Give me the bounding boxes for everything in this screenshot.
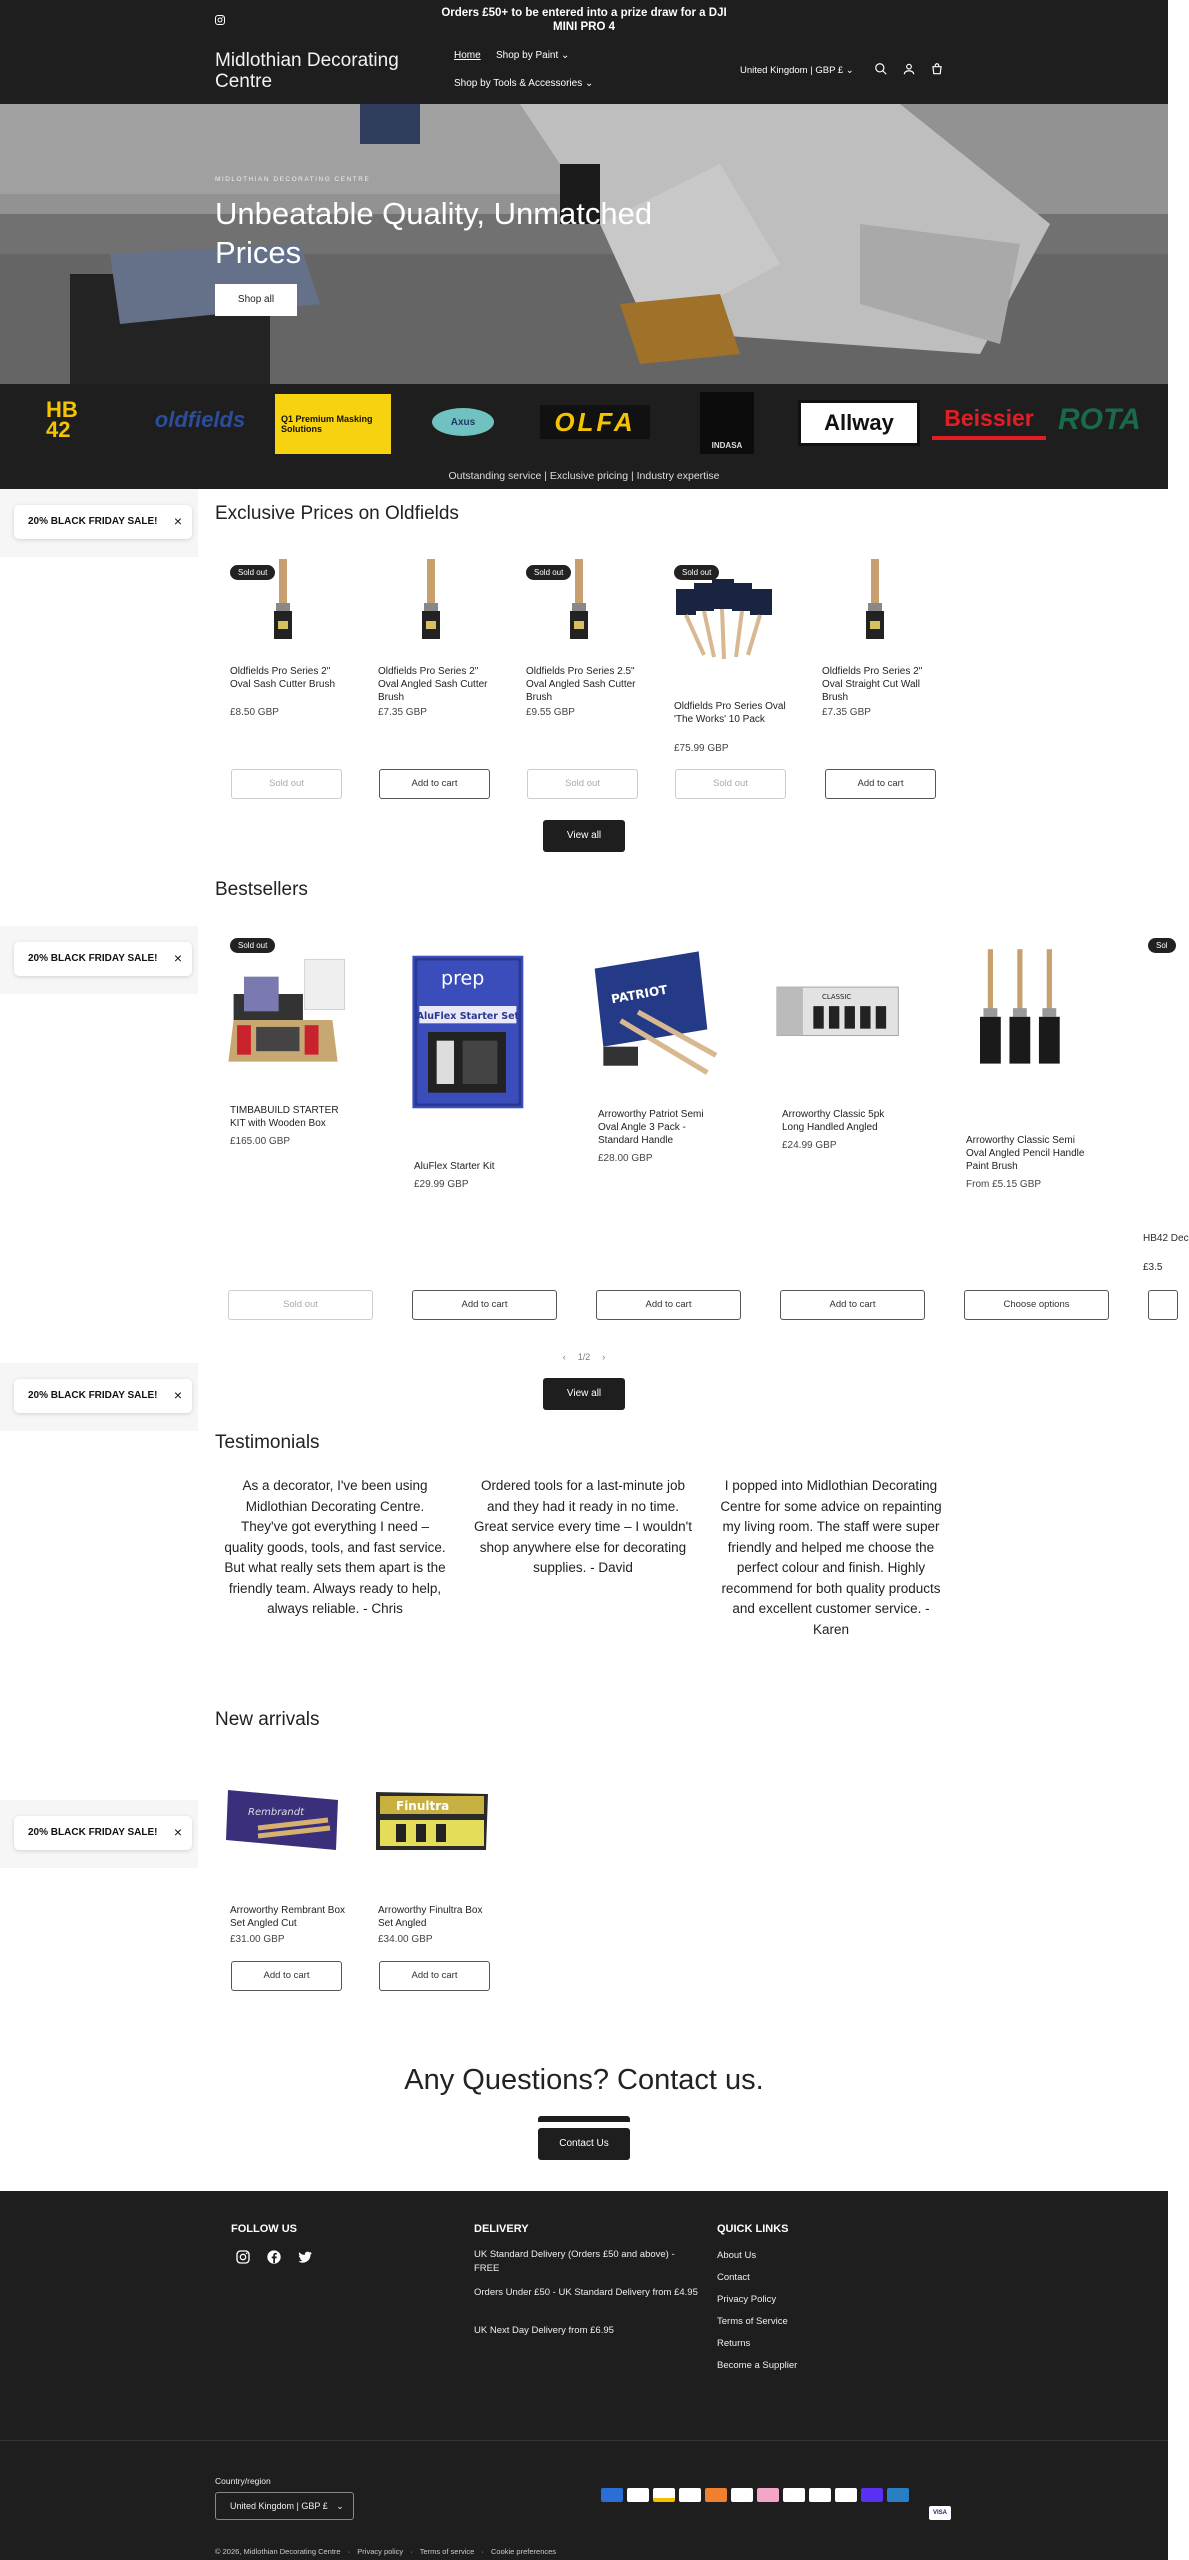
product-name[interactable]: AluFlex Starter Kit <box>414 1161 495 1172</box>
product-price: £34.00 GBP <box>378 1934 433 1945</box>
product-name[interactable]: Arroworthy Patriot Semi Oval Angle 3 Pack - Standard Handle <box>598 1109 704 1146</box>
close-icon[interactable]: × <box>173 513 182 529</box>
brand-logo-allway[interactable] <box>798 400 920 446</box>
search-icon[interactable] <box>874 62 888 76</box>
country-label: Country/region <box>215 2476 271 2486</box>
country-value: United Kingdom | GBP £ <box>230 2501 328 2511</box>
sold-out-button[interactable]: Sold out <box>231 769 342 799</box>
paypal-icon <box>835 2488 857 2502</box>
brand-tagline: Outstanding service | Exclusive pricing | Industry expertise <box>448 470 720 482</box>
product-price: £3.5 <box>1143 1262 1163 1273</box>
pack-label: prep <box>441 967 485 990</box>
sold-out-badge: Sol <box>1148 938 1176 953</box>
locale-selector[interactable] <box>740 65 854 76</box>
discover-icon <box>705 2488 727 2502</box>
locale-label: United Kingdom | GBP £ <box>740 65 844 76</box>
product-card[interactable] <box>366 1770 496 1970</box>
product-price: £9.55 GBP <box>526 707 575 718</box>
promo-label: 20% BLACK FRIDAY SALE! <box>28 953 158 964</box>
product-price: £7.35 GBP <box>822 707 871 718</box>
testimonial-quote: Ordered tools for a last-minute job and they had it ready in no time. Great service every time – I wouldn't shop anywhere else for decorating supplies. - David <box>474 1478 692 1575</box>
product-card[interactable] <box>402 932 552 1222</box>
product-name[interactable]: TIMBABUILD STARTER KIT with Wooden Box <box>230 1105 339 1129</box>
site-footer <box>0 2191 1168 2560</box>
product-name[interactable]: Arroworthy Rembrant Box Set Angled Cut <box>230 1905 346 1929</box>
product-price: £165.00 GBP <box>230 1136 291 1147</box>
delivery-info: Orders Under £50 - UK Standard Delivery from £4.95 <box>474 2287 698 2298</box>
close-icon[interactable]: × <box>173 1387 182 1403</box>
section-title-exclusive: Exclusive Prices on Oldfields <box>215 503 459 524</box>
maestro-icon <box>783 2488 805 2502</box>
footer-link-terms[interactable]: Terms of Service <box>717 2316 788 2327</box>
footer-link-privacy[interactable]: Privacy Policy <box>717 2294 777 2305</box>
choose-options-button[interactable]: Choose options <box>964 1290 1109 1320</box>
add-to-cart-button[interactable]: Add to cart <box>379 769 490 799</box>
product-card[interactable] <box>514 545 644 805</box>
brand-logo-rota[interactable] <box>1058 396 1168 444</box>
announcement-bar[interactable] <box>0 6 1168 34</box>
promo-pill[interactable] <box>14 505 192 539</box>
brand-text: Axus <box>450 416 476 428</box>
sold-out-badge: Sold out <box>674 565 719 580</box>
cart-icon[interactable] <box>930 62 944 76</box>
diners-club-icon <box>679 2488 701 2502</box>
pack-label: AluFlex Starter Set <box>416 1011 520 1022</box>
sold-out-button[interactable]: Sold out <box>675 769 786 799</box>
add-to-cart-button[interactable]: Add to cart <box>412 1290 557 1320</box>
product-card[interactable] <box>954 932 1104 1222</box>
footer-legal: © 2026, Midlothian Decorating Centre · Privacy policy · Terms of service · Cookie preferences <box>215 2547 557 2556</box>
section-title-new-arrivals: New arrivals <box>215 1709 320 1730</box>
facebook-icon[interactable] <box>266 2249 282 2265</box>
testimonial-quote: As a decorator, I've been using Midlothian Decorating Centre. They've got everything I need – quality goods, tools, and fast service. But what really sets them apart is the friendly team. Always ready to help, always reliable. - Chris <box>224 1478 446 1616</box>
logo-line-1: Midlothian Decorating <box>215 50 399 71</box>
brand-logo-hb42[interactable] <box>46 396 94 444</box>
product-image <box>514 545 644 655</box>
product-name[interactable]: HB42 Dec <box>1143 1233 1189 1244</box>
sold-out-badge: Sold out <box>230 565 275 580</box>
brand-logo-olfa[interactable] <box>540 405 650 439</box>
brand-strip <box>0 384 1168 489</box>
union-pay-icon <box>887 2488 909 2502</box>
nav-paint-label: Shop by Paint <box>496 50 559 61</box>
product-card[interactable] <box>218 1770 348 1970</box>
legal-link-cookies[interactable]: Cookie preferences <box>491 2547 557 2556</box>
add-to-cart-button[interactable]: Add to cart <box>780 1290 925 1320</box>
add-to-cart-button[interactable]: Add to cart <box>379 1961 490 1991</box>
pagination-label: 1/2 <box>577 1352 591 1362</box>
sold-out-badge: Sold out <box>526 565 571 580</box>
add-to-cart-button[interactable]: Add to cart <box>825 769 936 799</box>
product-name[interactable]: Oldfields Pro Series 2" Oval Angled Sash Cutter Brush <box>378 666 488 703</box>
nav-home[interactable]: Home <box>454 50 481 61</box>
hero-title-line-2: Prices <box>215 235 302 270</box>
brand-logo-q1[interactable] <box>275 394 391 454</box>
promo-popup <box>0 1800 198 1868</box>
product-name[interactable]: Oldfields Pro Series Oval 'The Works' 10 Pack <box>674 701 786 725</box>
contact-button-shadow <box>538 2116 630 2122</box>
product-card[interactable] <box>770 932 920 1222</box>
footer-delivery-title: DELIVERY <box>474 2223 529 2235</box>
country-selector[interactable] <box>215 2492 354 2520</box>
shop-pay-icon <box>861 2488 883 2502</box>
close-icon[interactable]: × <box>173 1824 182 1840</box>
product-image <box>586 932 716 1092</box>
logo-line-2: Centre <box>215 71 273 92</box>
promo-label: 20% BLACK FRIDAY SALE! <box>28 1827 158 1838</box>
brand-text: OLFA <box>554 406 636 437</box>
promo-pill[interactable] <box>14 942 192 976</box>
product-image <box>366 1770 496 1870</box>
twitter-icon[interactable] <box>297 2249 313 2265</box>
visa-icon: VISA <box>929 2506 951 2520</box>
pack-label: PATRIOT <box>610 982 669 1007</box>
promo-pill[interactable] <box>14 1379 192 1413</box>
amex-icon <box>601 2488 623 2502</box>
sold-out-button[interactable]: Sold out <box>228 1290 373 1320</box>
chevron-down-icon: ⌄ <box>561 50 570 61</box>
product-card[interactable] <box>586 932 736 1222</box>
promo-popup <box>0 489 198 557</box>
testimonial-quote: I popped into Midlothian Decorating Centre for some advice on repainting my living room. The staff were super friendly and helped me choose the perfect colour and finish. Highly recommend for both quality products and excellent customer service. - Karen <box>720 1478 942 1637</box>
product-price: £31.00 GBP <box>230 1934 285 1945</box>
footer-link-about[interactable]: About Us <box>717 2250 757 2261</box>
legal-link-privacy[interactable]: Privacy policy <box>357 2547 404 2556</box>
brand-text: oldfields <box>154 407 246 432</box>
footer-follow-title: FOLLOW US <box>231 2223 297 2235</box>
product-image <box>218 545 348 655</box>
product-name[interactable]: Oldfields Pro Series 2" Oval Straight Cut Wall Brush <box>822 666 923 703</box>
pack-label: CLASSIC <box>822 993 852 1002</box>
brand-logo-indasa[interactable] <box>700 392 754 454</box>
brand-text: Beissier <box>944 404 1034 431</box>
promo-pill[interactable] <box>14 1816 192 1850</box>
chevron-left-icon[interactable]: ‹ <box>562 1352 566 1362</box>
chevron-right-icon[interactable]: › <box>602 1352 606 1362</box>
pack-label: Rembrandt <box>248 1807 305 1818</box>
product-image <box>218 932 348 1082</box>
footer-link-supplier[interactable]: Become a Supplier <box>717 2360 798 2371</box>
product-name[interactable]: Arroworthy Classic 5pk Long Handled Angled <box>782 1109 885 1133</box>
product-card[interactable] <box>810 545 940 805</box>
section-title-bestsellers: Bestsellers <box>215 879 308 900</box>
apple-pay-icon <box>627 2488 649 2502</box>
product-price: £8.50 GBP <box>230 707 279 718</box>
footer-link-returns[interactable]: Returns <box>717 2338 751 2349</box>
announcement-line-1: Orders £50+ to be entered into a prize draw for a DJI <box>441 7 727 19</box>
promo-label: 20% BLACK FRIDAY SALE! <box>28 516 158 527</box>
nav-shop-by-tools[interactable] <box>454 78 593 89</box>
product-price: £28.00 GBP <box>598 1153 653 1164</box>
delivery-info: UK Standard Delivery (Orders £50 and above) - FREE <box>474 2249 675 2274</box>
product-image <box>954 932 1084 1112</box>
product-card[interactable] <box>366 545 496 805</box>
copyright: © 2026, Midlothian Decorating Centre <box>215 2547 341 2556</box>
hero-banner <box>0 104 1168 384</box>
section-title-testimonials: Testimonials <box>215 1432 320 1453</box>
product-price: From £5.15 GBP <box>966 1179 1042 1190</box>
brand-logo-beissier[interactable] <box>932 400 1046 440</box>
product-name[interactable]: Oldfields Pro Series 2.5" Oval Angled Sash Cutter Brush <box>526 666 636 703</box>
product-image <box>810 545 940 655</box>
site-logo[interactable] <box>215 50 435 92</box>
carousel-pagination <box>552 1352 616 1362</box>
shop-all-button[interactable]: Shop all <box>215 284 297 316</box>
site-header <box>0 0 1168 104</box>
nav-shop-by-paint[interactable] <box>496 50 569 61</box>
promo-popup <box>0 1363 198 1431</box>
mastercard-icon <box>809 2488 831 2502</box>
product-price: £75.99 GBP <box>674 743 729 754</box>
sold-out-button[interactable]: Sold out <box>527 769 638 799</box>
instagram-icon[interactable] <box>235 2249 251 2265</box>
chevron-down-icon: ⌄ <box>845 65 854 76</box>
contact-title: Any Questions? Contact us. <box>404 2064 764 2096</box>
close-icon[interactable]: × <box>173 950 182 966</box>
view-all-button[interactable]: View all <box>543 1378 625 1410</box>
delivery-info: UK Next Day Delivery from £6.95 <box>474 2325 614 2336</box>
brand-text: HB 42 <box>46 397 78 442</box>
contact-us-button[interactable]: Contact Us <box>538 2128 630 2160</box>
footer-links-title: QUICK LINKS <box>717 2223 789 2235</box>
product-card[interactable] <box>662 545 792 805</box>
klarna-icon <box>757 2488 779 2502</box>
product-image <box>402 932 532 1132</box>
hero-title <box>215 194 695 272</box>
account-icon[interactable] <box>902 62 916 76</box>
add-to-cart-button[interactable]: Add to cart <box>596 1290 741 1320</box>
brand-logo-oldfields[interactable] <box>140 396 260 444</box>
promo-popup <box>0 926 198 994</box>
brand-logo-axus[interactable] <box>432 408 494 436</box>
add-to-cart-button[interactable] <box>1148 1290 1178 1320</box>
add-to-cart-button[interactable]: Add to cart <box>231 1961 342 1991</box>
sold-out-badge: Sold out <box>230 938 275 953</box>
bancontact-icon <box>653 2488 675 2502</box>
announcement-line-2: MINI PRO 4 <box>553 21 615 33</box>
product-image <box>770 932 900 1082</box>
product-image <box>218 1770 348 1870</box>
product-price: £29.99 GBP <box>414 1179 469 1190</box>
product-price: £24.99 GBP <box>782 1140 837 1151</box>
footer-divider <box>0 2440 1168 2441</box>
product-card-partial[interactable] <box>1140 932 1168 1222</box>
product-name[interactable]: Oldfields Pro Series 2" Oval Sash Cutter Brush <box>230 666 336 690</box>
pack-label: Finultra <box>396 1799 450 1813</box>
hero-title-line-1: Unbeatable Quality, Unmatched <box>215 196 653 231</box>
product-name[interactable]: Arroworthy Finultra Box Set Angled <box>378 1905 483 1929</box>
footer-link-contact[interactable]: Contact <box>717 2272 750 2283</box>
view-all-button[interactable]: View all <box>543 820 625 852</box>
chevron-down-icon: ⌄ <box>336 2501 344 2511</box>
product-price: £7.35 GBP <box>378 707 427 718</box>
promo-label: 20% BLACK FRIDAY SALE! <box>28 1390 158 1401</box>
google-pay-icon <box>731 2488 753 2502</box>
brand-text: Allway <box>824 410 894 435</box>
product-card[interactable] <box>218 545 348 805</box>
brand-text: INDASA <box>711 441 743 450</box>
nav-tools-label: Shop by Tools & Accessories <box>454 78 583 89</box>
chevron-down-icon: ⌄ <box>585 78 594 89</box>
product-name[interactable]: Arroworthy Classic Semi Oval Angled Pencil Handle Paint Brush <box>966 1135 1085 1172</box>
brand-text: ROTA <box>1058 403 1141 436</box>
hero-eyebrow: MIDLOTHIAN DECORATING CENTRE <box>215 176 371 183</box>
product-image <box>366 545 496 655</box>
product-card[interactable] <box>218 932 368 1222</box>
legal-link-terms[interactable]: Terms of service <box>419 2547 475 2556</box>
brand-text: Q1 Premium Masking Solutions <box>281 414 373 434</box>
